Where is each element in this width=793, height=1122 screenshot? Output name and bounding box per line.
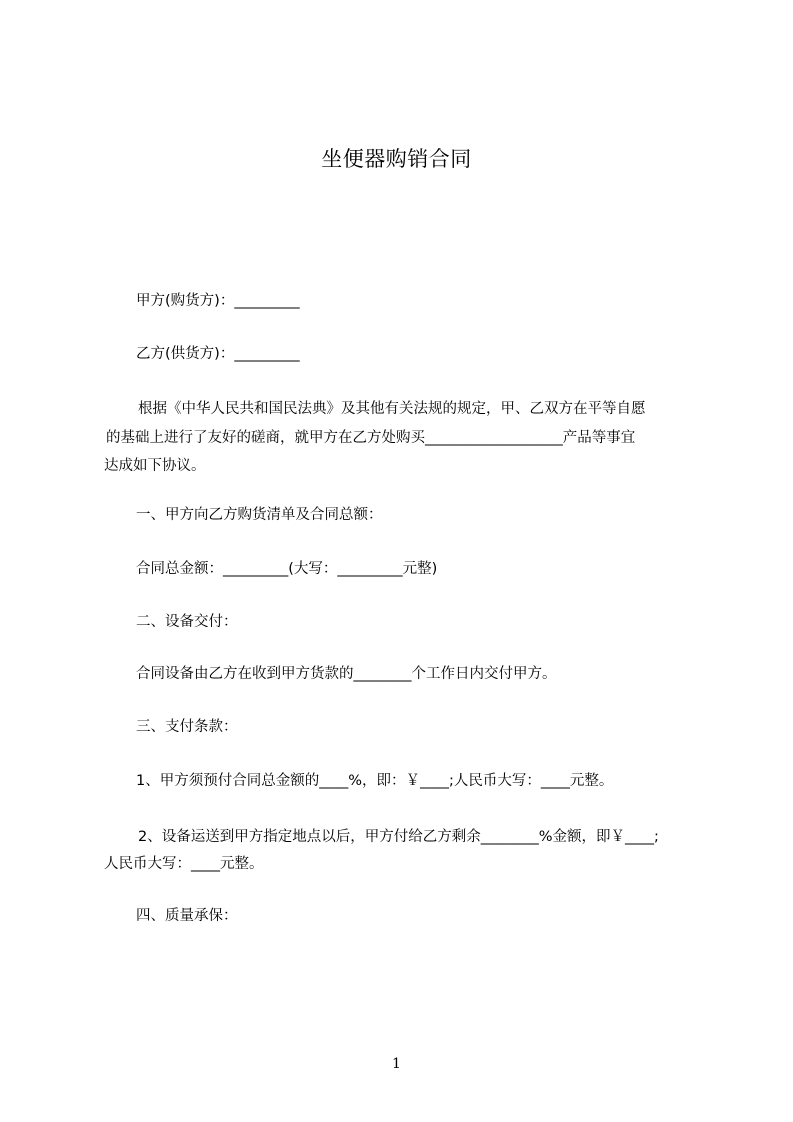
intro-line-2: 的基础上进行了友好的磋商，就甲方在乙方处购买___________________产品等事宜 — [106, 430, 636, 446]
intro-line-1: 根据《中华人民共和国民法典》及其他有关法规的规定，甲、乙双方在平等自愿 — [138, 401, 646, 417]
payment-2-line-1: 2、设备运送到甲方指定地点以后，甲方付给乙方剩余________%金额，即￥____; — [138, 829, 659, 845]
section-1-heading: 一、甲方向乙方购货清单及合同总额： — [136, 507, 383, 523]
section-3-heading: 三、支付条款： — [136, 719, 238, 735]
section-2-heading: 二、设备交付： — [136, 614, 238, 630]
intro-line-3: 达成如下协议。 — [104, 458, 206, 474]
page-number: 1 — [392, 1056, 401, 1072]
document-title: 坐便器购销合同 — [321, 147, 472, 171]
delivery-line: 合同设备由乙方在收到甲方货款的________个工作日内交付甲方。 — [136, 666, 557, 682]
total-amount-line: 合同总金额：_________(大写：_________元整) — [136, 561, 438, 577]
party-b-line: 乙方(供货方)：_________ — [136, 346, 300, 362]
payment-2-line-2: 人民币大写：____元整。 — [104, 856, 264, 872]
party-a-line: 甲方(购货方)：_________ — [136, 293, 300, 309]
payment-1-line: 1、甲方须预付合同总金额的____%，即：￥____;人民币大写：____元整。 — [136, 773, 614, 789]
section-4-heading: 四、质量承保： — [136, 908, 238, 924]
